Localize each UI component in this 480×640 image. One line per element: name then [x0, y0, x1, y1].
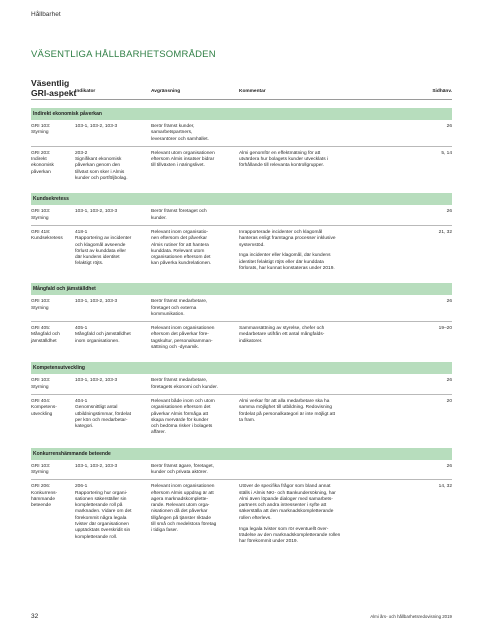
indicator-cell-line: Genomsnittligt antal — [75, 405, 118, 411]
indicator-cell-line: tillväxt som sker i Almis — [75, 169, 125, 175]
indicator-cell-line: förlust av kunddata eller — [75, 248, 126, 254]
scope-cell-line: Almis rutiner för att hantera — [151, 242, 209, 248]
gri-aspect-cell-line: GRI 103: — [31, 299, 51, 305]
gri-aspect-cell-line: Styrning — [31, 470, 49, 475]
scope-cell-line: påverkar Almis förmåga att — [151, 411, 209, 417]
page-reference-cell: 20 — [446, 398, 452, 404]
indicator-cell-line: 206-1 — [75, 484, 88, 490]
indicator-cell-line: 203-2 — [75, 150, 88, 156]
indicator-cell-line: Rapportering hur organi- — [75, 490, 128, 496]
comment-cell-line: Inga incidenter eller klagomål, där kundens — [239, 253, 331, 259]
gri-aspect-cell-line: påverkan — [31, 169, 51, 175]
comment-cell — [239, 378, 415, 391]
comment-cell-line: Almi även löpande dialoger med samarbets- — [239, 496, 333, 502]
comment-cell-line: Inrapporterade incidenter och klagomål — [239, 229, 323, 235]
scope-cell — [151, 484, 239, 545]
table-row — [31, 205, 452, 225]
indicator-cell-line: kompletterande roll på — [75, 503, 123, 509]
page-reference-cell: 14, 32 — [438, 484, 452, 490]
footer-report-title: Almi års- och hållbarhetsredovisning 2019 — [370, 614, 452, 619]
scope-cell — [151, 151, 239, 182]
gri-aspect-cell-line: Mångfald och — [31, 332, 60, 338]
indicator-cell-line: 404-1 — [75, 398, 88, 404]
gri-aspect-cell-line: ekonomisk — [31, 163, 54, 169]
table-section — [31, 108, 452, 185]
indicator-cell-line: Mångfald och jämställdhet — [75, 332, 131, 338]
page-reference-cell: 26 — [446, 124, 452, 129]
section-title: Indirekt ekonomisk påverkan — [31, 108, 452, 120]
indicator-cell-line: 103-1, 103-2, 103-3 — [75, 209, 118, 215]
table-row — [31, 394, 452, 440]
gri-aspect-cell-line: Kompetens- — [31, 405, 57, 411]
gri-aspect-cell — [31, 326, 75, 351]
gri-aspect-cell-line: GRI 206: — [31, 484, 51, 490]
gri-aspect-cell — [31, 209, 75, 222]
comment-cell — [239, 399, 415, 437]
scope-cell — [151, 230, 239, 272]
indicator-cell — [75, 484, 151, 545]
comment-cell-line: medarbetare utifrån ett antal mångfalds- — [239, 332, 325, 338]
scope-cell-line: Berör främst kunder, — [151, 124, 195, 129]
header-scope: Avgränsning — [151, 89, 181, 94]
table-row — [31, 146, 452, 185]
gri-aspect-cell-line: Styrning — [31, 384, 49, 390]
gri-aspect-cell-line: Styrning — [31, 130, 49, 136]
scope-cell-line: skapa mervärde för kunder — [151, 417, 209, 423]
scope-cell-line: eftersom det påverkar före- — [151, 332, 209, 338]
indicator-cell-line: kategori. — [75, 424, 94, 430]
page-title: VÄSENTLIGA HÅLLBARHETSOMRÅDEN — [31, 49, 216, 60]
table-section — [31, 283, 452, 354]
scope-cell-line: eftersom Almis uppdrag är att — [151, 490, 214, 496]
indicator-cell-line: påverkan genom den — [75, 163, 121, 169]
scope-cell-line: samarbetspartners, — [151, 130, 193, 136]
comment-cell-line: indikatorer. — [239, 338, 263, 344]
gri-aspect-cell-line: GRI 103: — [31, 209, 51, 215]
page-reference-cell: 5, 14 — [441, 150, 452, 156]
comment-cell-line: samma möjlighet till utbildning. Redovisning — [239, 405, 333, 411]
indicator-cell-line: och klagomål avseende — [75, 242, 126, 248]
page-reference-cell: 26 — [446, 209, 452, 215]
gri-aspect-cell-line: utveckling — [31, 411, 53, 417]
scope-cell-line: kan påverka kundrelationen. — [151, 261, 212, 267]
scope-cell-line: Relevant både inom och utom — [151, 398, 215, 404]
indicator-cell — [75, 399, 151, 437]
table-row — [31, 321, 452, 354]
scope-cell-line: Berör främst medarbetare, — [151, 299, 208, 305]
scope-cell-line: kunddata. Relevant utom — [151, 248, 205, 254]
indicator-cell-line: utbildningstimmar, fördelat — [75, 411, 131, 417]
scope-cell-line: Relevant inom organisatio- — [151, 229, 209, 235]
scope-cell-line: företaget och externa — [151, 305, 197, 311]
table-sections — [31, 108, 452, 548]
gri-aspect-cell-line: jämställdhet — [31, 338, 57, 344]
indicator-cell-line: 103-1, 103-2, 103-3 — [75, 378, 118, 384]
scope-cell-line: agera marknadskomplette- — [151, 496, 209, 502]
scope-cell-line: Berör främst företaget och — [151, 209, 207, 215]
scope-cell-line: rande. Relevant utom orga- — [151, 503, 210, 509]
table-section — [31, 362, 452, 439]
comment-cell — [239, 124, 415, 143]
comment-cell-line: identitet felaktigt röjts eller där kunddata — [239, 259, 324, 265]
table-row — [31, 374, 452, 394]
indicator-cell — [75, 151, 151, 182]
gri-aspect-cell-line: GRI 418: — [31, 229, 51, 235]
comment-cell-line: utvärdera hur bolagets kunder utvecklats i — [239, 157, 329, 163]
table-section — [31, 193, 452, 275]
scope-cell-line: och bedöma risker i bolagets — [151, 424, 213, 430]
indicator-cell-line: 405-1 — [75, 326, 88, 332]
scope-cell-line: Berör främst ägare, företaget, — [151, 463, 214, 469]
gri-aspect-cell — [31, 124, 75, 143]
comment-cell — [239, 326, 415, 351]
gri-aspect-cell — [31, 151, 75, 182]
section-title: Mångfald och jämställdhet — [31, 283, 452, 295]
gri-aspect-cell — [31, 299, 75, 318]
scope-cell-line: nisationen då det påverkar — [151, 509, 208, 515]
header-gri-line1: Väsentlig — [31, 78, 70, 88]
gri-aspect-cell-line: Indirekt — [31, 157, 47, 163]
table-section — [31, 448, 452, 549]
gri-aspect-cell — [31, 464, 75, 477]
scope-cell-line: Berör främst medarbetare, — [151, 378, 208, 384]
gri-aspect-cell-line: GRI 103: — [31, 124, 51, 129]
indicator-cell-line: Signifikant ekonomisk — [75, 157, 122, 163]
indicator-cell-line: 103-1, 103-2, 103-3 — [75, 463, 118, 469]
page-number: 32 — [31, 613, 39, 620]
scope-cell — [151, 378, 239, 391]
scope-cell-line: till tillväxten i näringslivet. — [151, 163, 205, 169]
scope-cell-line: Relevant inom organisationen — [151, 326, 215, 332]
gri-aspect-cell-line: hämmande — [31, 496, 55, 502]
indicator-cell-line: 103-1, 103-2, 103-3 — [75, 124, 118, 129]
table-row — [31, 225, 452, 275]
header-indicator: Indikator — [75, 89, 96, 94]
comment-cell-line: ta fram. — [239, 417, 256, 423]
indicator-cell — [75, 326, 151, 351]
indicator-cell-line: 103-1, 103-2, 103-3 — [75, 299, 118, 305]
gri-aspect-cell — [31, 484, 75, 545]
indicator-cell — [75, 230, 151, 272]
gri-aspect-cell — [31, 378, 75, 391]
comment-cell-line: systemstöd. — [239, 242, 265, 248]
table-row — [31, 120, 452, 146]
scope-cell-line: tillgången på tjänster riktade — [151, 515, 211, 521]
comment-cell-line: partners och andra intressenter i syfte att — [239, 503, 327, 509]
page-reference-cell: 19–20 — [438, 326, 452, 332]
scope-cell-line: leverantörer och samhället. — [151, 136, 209, 142]
indicator-cell — [75, 464, 151, 477]
comment-cell — [239, 230, 415, 272]
gri-aspect-cell-line: GRI 404: — [31, 398, 51, 404]
table-row — [31, 460, 452, 480]
table-header — [31, 73, 452, 100]
scope-cell-line: i tidiga faser. — [151, 528, 178, 534]
comment-cell-line: Sammansättning av styrelse, chefer och — [239, 326, 325, 332]
indicator-cell-line: tvister där organisationen — [75, 522, 129, 528]
comment-cell-line: hanteras enligt framtagna processer inklusive — [239, 236, 336, 242]
section-title: Kompetensutveckling — [31, 362, 452, 374]
indicator-cell-line: 418-1 — [75, 229, 88, 235]
gri-aspect-cell-line: GRI 405: — [31, 326, 51, 332]
comment-cell-line: ställs i Almis NKI- och Bankundersökning, har — [239, 490, 336, 496]
gri-aspect-cell-line: Konkurrens- — [31, 490, 58, 496]
scope-cell-line: tagskultur, personalsamman- — [151, 338, 213, 344]
header-gri-line2: GRI-aspekt — [31, 88, 77, 98]
gri-table — [31, 73, 452, 548]
scope-cell-line: företagets ekonomi och kunder. — [151, 384, 218, 390]
header-comments: Kommentar — [239, 89, 266, 94]
scope-cell-line: kunder. — [151, 215, 167, 221]
comment-cell-line: Utöver de specifika frågor som bland annat — [239, 484, 331, 490]
gri-aspect-cell-line: GRI 103: — [31, 463, 51, 469]
comment-cell-line: trädelse av den marknadskompletterande rollen — [239, 532, 341, 538]
table-row — [31, 479, 452, 548]
indicator-cell-line: per kön och medarbetar- — [75, 417, 128, 423]
gri-aspect-cell-line: GRI 203: — [31, 150, 51, 156]
scope-cell — [151, 326, 239, 351]
indicator-cell-line: sationen säkerställer sin — [75, 496, 127, 502]
comment-cell — [239, 209, 415, 222]
gri-aspect-cell-line: Kundsekretess — [31, 236, 63, 242]
comment-cell-line: förlorats, har kunnat konstateras under 2019. — [239, 265, 335, 271]
scope-cell — [151, 464, 239, 477]
comment-cell-line: Inga legala tvister som rör eventuellt över- — [239, 526, 329, 532]
indicator-cell-line: där kundens identitet — [75, 255, 120, 261]
comment-cell-line: har förekommit under 2019. — [239, 539, 298, 545]
comment-cell — [239, 484, 415, 545]
scope-cell — [151, 209, 239, 222]
indicator-cell-line: kompletterande roll. — [75, 534, 118, 540]
indicator-cell-line: inom organisationen. — [75, 338, 120, 344]
scope-cell-line: till små och medelstora företag — [151, 522, 217, 528]
scope-cell-line: Relevant inom organisationen — [151, 484, 215, 490]
scope-cell-line: kommunikation. — [151, 311, 185, 317]
gri-aspect-cell — [31, 230, 75, 272]
page-reference-cell: 26 — [446, 463, 452, 469]
page-section-header: Hållbarhet — [31, 11, 61, 18]
scope-cell-line: sättning och -dynamik. — [151, 345, 199, 351]
scope-cell-line: kunder och privata aktörer. — [151, 470, 208, 475]
page-reference-cell: 26 — [446, 299, 452, 305]
indicator-cell-line: förekommit några legala — [75, 515, 127, 521]
indicator-cell-line: kunder och portföljbolag. — [75, 176, 128, 182]
scope-cell-line: nen eftersom det påverkar — [151, 236, 207, 242]
table-row — [31, 295, 452, 321]
page-reference-cell: 21, 32 — [438, 229, 452, 235]
scope-cell-line: affärer. — [151, 430, 166, 436]
scope-cell-line: eftersom Almis insatser bidrar — [151, 157, 215, 163]
section-title: Konkurrenshämmande beteende — [31, 448, 452, 460]
scope-cell — [151, 299, 239, 318]
gri-aspect-cell-line: GRI 103: — [31, 378, 51, 384]
comment-cell-line: säkerställa att den marknadskompletterande — [239, 509, 334, 515]
gri-aspect-cell-line: Styrning — [31, 215, 49, 221]
indicator-cell-line: Rapportering av incidenter — [75, 236, 132, 242]
header-gri-aspect — [31, 78, 76, 98]
indicator-cell-line: felaktigt röjts. — [75, 261, 104, 267]
scope-cell-line: organisationen eftersom det — [151, 255, 211, 261]
gri-aspect-cell-line: Styrning — [31, 305, 49, 311]
header-page-reference: Sidhänv. — [432, 89, 452, 94]
indicator-cell — [75, 209, 151, 222]
indicator-cell-line: upptäcktats överskridit sin — [75, 528, 131, 534]
comment-cell-line: Almi verkar för att alla medarbetare ska ha — [239, 398, 330, 404]
comment-cell-line: rollen efterlevs. — [239, 515, 272, 521]
scope-cell — [151, 124, 239, 143]
section-title: Kundsekretess — [31, 193, 452, 205]
scope-cell-line: Relevant utom organisationen — [151, 150, 215, 156]
indicator-cell — [75, 299, 151, 318]
scope-cell — [151, 399, 239, 437]
comment-cell — [239, 299, 415, 318]
comment-cell — [239, 464, 415, 477]
page-reference-cell: 26 — [446, 378, 452, 384]
gri-aspect-cell-line: beteende — [31, 503, 52, 509]
comment-cell-line: Almi genomför en effektmätning för att — [239, 150, 321, 156]
comment-cell — [239, 151, 415, 182]
comment-cell-line: fördelat på personalkategori är inte möjligt att — [239, 411, 335, 417]
indicator-cell — [75, 378, 151, 391]
indicator-cell-line: marknaden. Vidare om det — [75, 509, 132, 515]
gri-aspect-cell — [31, 399, 75, 437]
indicator-cell — [75, 124, 151, 143]
scope-cell-line: organisationen eftersom det — [151, 405, 211, 411]
comment-cell-line: förhållande till relevanta kontrollgrupper. — [239, 163, 325, 169]
